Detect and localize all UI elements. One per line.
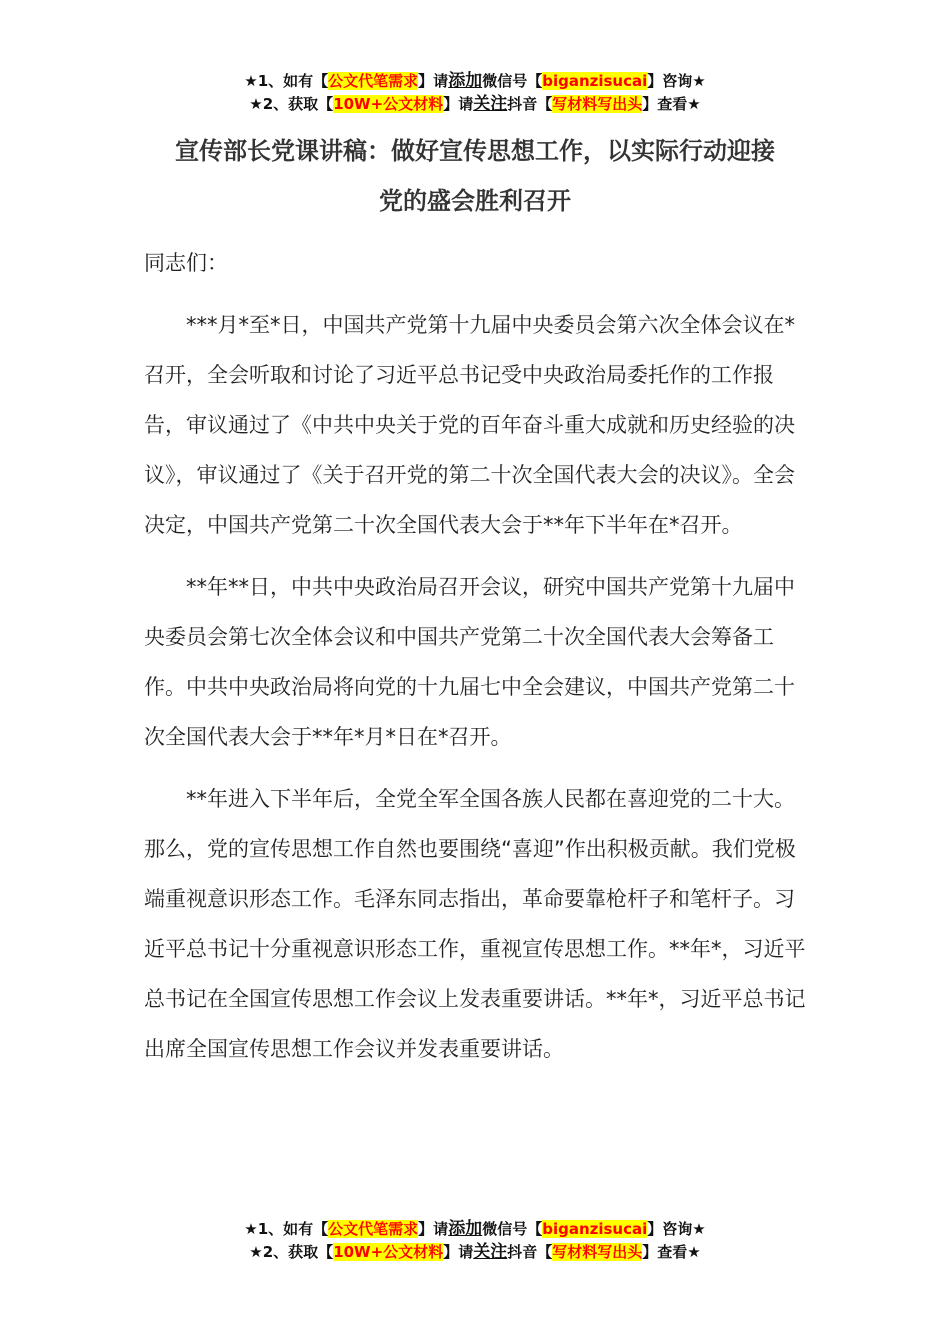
paragraph-3: **年进入下半年后，全党全军全国各族人民都在喜迎党的二十大。那么，党的宣传思想工作自然也要围绕“喜迎”作出积极贡献。我们党极端重视意识形态工作。毛泽东同志指出，革命要靠枪杆子和笔杆子。习近平总书记十分重视意识形态工作，重视宣传思想工作。**年*，习近平总书记在全国宣传思想工作会议上发表重要讲话。**年*，习近平总书记出席全国宣传思想工作会议并发表重要讲话。 bbox=[144, 787, 806, 1061]
promo-text: 】查看★ bbox=[642, 95, 701, 113]
promo-text: ★2、获取【 bbox=[249, 1243, 334, 1261]
promo-underline: 关注 bbox=[473, 94, 508, 114]
promo-text: 】请 bbox=[418, 72, 449, 90]
promo-highlight: biganzisucai bbox=[542, 1220, 648, 1238]
promo-highlight: biganzisucai bbox=[542, 72, 648, 90]
promo-underline: 添加 bbox=[448, 71, 483, 91]
paragraph-2: **年**日，中共中央政治局召开会议，研究中国共产党第十九届中央委员会第七次全体会议和中国共产党第二十次全国代表大会筹备工作。中共中央政治局将向党的十九届七中全会建议，中国共产党第二十次全国代表大会于**年*月*日在*召开。 bbox=[144, 575, 795, 749]
promo-text: 】查看★ bbox=[642, 1243, 701, 1261]
promo-highlight: 写材料写出头 bbox=[552, 95, 643, 113]
promo-text: 微信号【 bbox=[482, 1220, 543, 1238]
promo-highlight: 公文代笔需求 bbox=[328, 1220, 419, 1238]
promo-highlight: 写材料写出头 bbox=[552, 1243, 643, 1261]
promo-text: 】请 bbox=[443, 1243, 474, 1261]
promo-highlight: 公文代笔需求 bbox=[328, 72, 419, 90]
promo-underline: 关注 bbox=[473, 1242, 508, 1262]
promo-highlight: 10W+公文材料 bbox=[333, 95, 444, 113]
promo-text: 抖音【 bbox=[507, 95, 553, 113]
title-line-2: 党的盛会胜利召开 bbox=[379, 187, 571, 215]
salutation: 同志们： bbox=[144, 251, 228, 275]
promo-line-2 bbox=[0, 1241, 950, 1264]
promo-footer bbox=[0, 1218, 950, 1264]
document-title bbox=[144, 126, 806, 226]
paragraph-1: ***月*至*日，中国共产党第十九届中央委员会第六次全体会议在*召开，全会听取和讨论了习近平总书记受中央政治局委托作的工作报告，审议通过了《中共中央关于党的百年奋斗重大成就和历史经验的决议》，审议通过了《关于召开党的第二十次全国代表大会的决议》。全会决定，中国共产党第二十次全国代表大会于**年下半年在*召开。 bbox=[144, 313, 795, 537]
promo-text: ★1、如有【 bbox=[244, 1220, 329, 1238]
promo-line-2 bbox=[0, 93, 950, 116]
promo-text: 】请 bbox=[443, 95, 474, 113]
promo-line-1 bbox=[0, 70, 950, 93]
promo-underline: 添加 bbox=[448, 1219, 483, 1239]
promo-text: 】咨询★ bbox=[647, 72, 706, 90]
promo-text: ★1、如有【 bbox=[244, 72, 329, 90]
promo-text: 微信号【 bbox=[482, 72, 543, 90]
promo-highlight: 10W+公文材料 bbox=[333, 1243, 444, 1261]
document-body bbox=[144, 238, 808, 1086]
promo-text: 】请 bbox=[418, 1220, 449, 1238]
promo-text: 抖音【 bbox=[507, 1243, 553, 1261]
promo-line-1 bbox=[0, 1218, 950, 1241]
promo-text: 】咨询★ bbox=[647, 1220, 706, 1238]
title-line-1: 宣传部长党课讲稿：做好宣传思想工作，以实际行动迎接 bbox=[175, 137, 775, 165]
promo-header bbox=[0, 70, 950, 116]
promo-text: ★2、获取【 bbox=[249, 95, 334, 113]
